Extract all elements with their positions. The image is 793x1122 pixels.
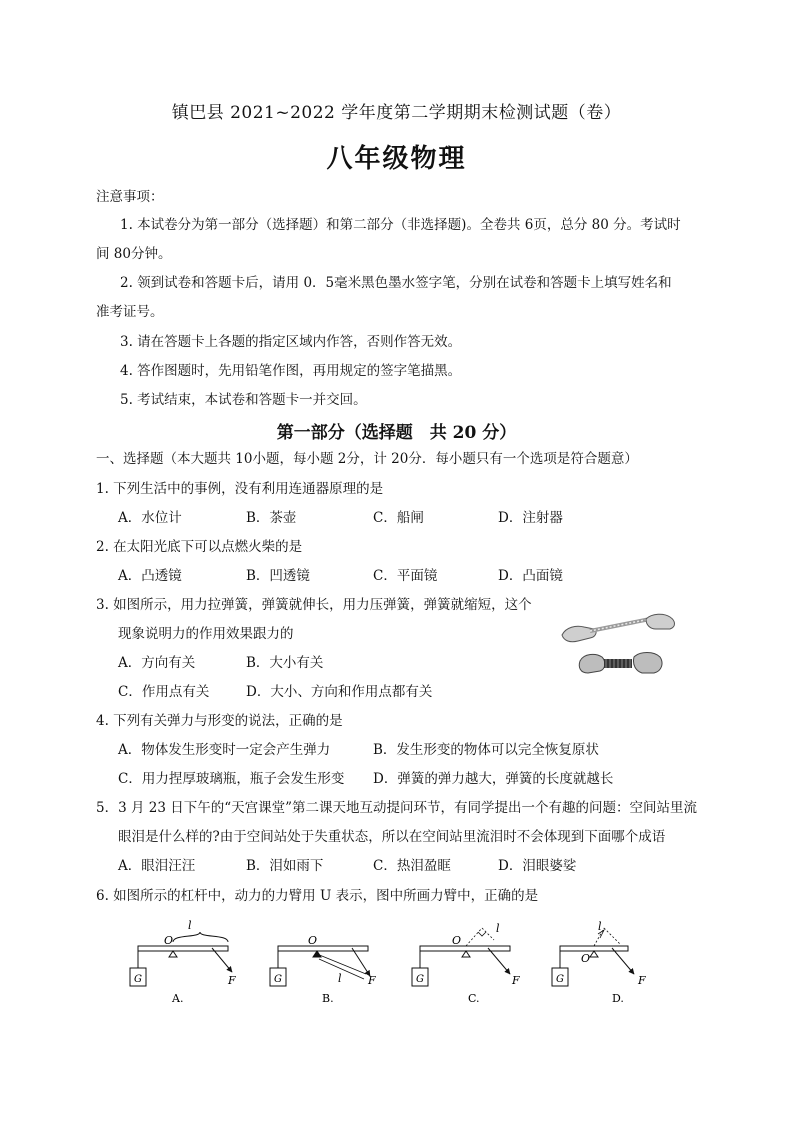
- q3-option-d: D．大小、方向和作用点都有关: [246, 684, 433, 700]
- force-f-label: F: [638, 974, 646, 987]
- option-caption-a: A.: [172, 992, 184, 1005]
- notice-item: 4. 答作图题时，先用铅笔作图，再用规定的签字笔描黑。: [120, 363, 462, 379]
- lever-arm-l-label: l: [188, 920, 192, 932]
- stretched-spring-illustration: [562, 614, 675, 642]
- q4-stem: 4. 下列有关弹力与形变的说法，正确的是: [96, 713, 343, 729]
- q5-option-c: C．热泪盈眶: [373, 858, 451, 874]
- notice-item: 2. 领到试卷和答题卡后，请用 0．5毫米黑色墨水签字笔，分别在试卷和答题卡上填写姓名和: [120, 275, 672, 291]
- notice-label: 注意事项：: [96, 189, 164, 205]
- compressed-spring-illustration: [579, 653, 662, 674]
- lever-diagram-b: [270, 934, 376, 1005]
- q6-lever-diagrams: [120, 920, 680, 1010]
- q2-stem: 2. 在太阳光底下可以点燃火柴的是: [96, 539, 303, 555]
- q1-stem: 1. 下列生活中的事例，没有利用连通器原理的是: [96, 481, 384, 497]
- force-f-label: F: [228, 974, 236, 987]
- q5-option-d: D．泪眼婆娑: [498, 858, 577, 874]
- q6-stem: 6. 如图所示的杠杆中，动力的力臂用 U 表示，图中所画力臂中，正确的是: [96, 888, 539, 904]
- fulcrum-o-label: O: [452, 934, 462, 947]
- weight-g-label: G: [274, 974, 282, 985]
- notice-item: 间 80分钟。: [96, 246, 172, 262]
- lever-arm-l-label: l: [338, 972, 342, 985]
- q5-option-a: A．眼泪汪汪: [118, 858, 196, 874]
- q3-spring-figure: [560, 605, 680, 683]
- q3-option-c: C．作用点有关: [118, 684, 210, 700]
- q1-option-d: D．注射器: [498, 510, 563, 526]
- option-caption-c: C.: [468, 992, 480, 1005]
- weight-g-label: G: [556, 974, 564, 985]
- fulcrum-o-label: O: [164, 934, 174, 947]
- q3-option-a: A．方向有关: [118, 655, 196, 671]
- q4-option-a: A．物体发生形变时一定会产生弹力: [118, 742, 331, 758]
- lever-arm-l-label: l: [598, 920, 602, 933]
- option-caption-b: B.: [322, 992, 334, 1005]
- q3-option-b: B．大小有关: [246, 655, 324, 671]
- q4-option-b: B．发生形变的物体可以完全恢复原状: [373, 742, 599, 758]
- fulcrum-o-label: O: [308, 934, 318, 947]
- q4-option-d: D．弹簧的弹力越大，弹簧的长度就越长: [373, 771, 614, 787]
- exam-title: 镇巴县 2021~2022 学年度第二学期期末检测试题（卷）: [171, 103, 622, 123]
- fulcrum-o-label: O: [581, 952, 591, 965]
- q3-stem: 3. 如图所示，用力拉弹簧，弹簧就伸长，用力压弹簧，弹簧就缩短，这个: [96, 597, 532, 613]
- lever-arm-l-label: l: [496, 922, 500, 935]
- force-f-label: F: [512, 974, 520, 987]
- weight-g-label: G: [134, 974, 142, 985]
- q1-option-a: A．水位计: [118, 510, 182, 526]
- section-instructions: 一、选择题（本大题共 10小题，每小题 2分，计 20分．每小题只有一个选项是符合题意）: [96, 451, 638, 467]
- part1-heading: 第一部分（选择题 共 20 分）: [276, 423, 517, 443]
- notice-item: 准考证号。: [96, 304, 164, 320]
- q2-option-c: C．平面镜: [373, 568, 438, 584]
- q5-stem: 5．3 月 23 日下午的“天宫课堂”第二课天地互动提问环节，有同学提出一个有趣的问题：空间站里流: [96, 800, 698, 816]
- exam-subject: 八年级物理: [326, 144, 467, 174]
- q2-option-a: A．凸透镜: [118, 568, 182, 584]
- lever-diagram-d: [552, 920, 646, 1005]
- weight-g-label: G: [416, 974, 424, 985]
- q2-option-b: B．凹透镜: [246, 568, 310, 584]
- notice-item: 3. 请在答题卡上各题的指定区域内作答，否则作答无效。: [120, 334, 462, 350]
- notice-item: 5. 考试结束，本试卷和答题卡一并交回。: [120, 392, 367, 408]
- q5-option-b: B．泪如雨下: [246, 858, 324, 874]
- q5-stem-cont: 眼泪是什么样的?由于空间站处于失重状态，所以在空间站里流泪时不会体现到下面哪个成语: [118, 829, 666, 845]
- lever-diagram-a: [130, 920, 236, 1005]
- q1-option-c: C．船闸: [373, 510, 424, 526]
- option-caption-d: D.: [612, 992, 624, 1005]
- force-f-label: F: [368, 974, 376, 987]
- q2-option-d: D．凸面镜: [498, 568, 563, 584]
- q4-option-c: C．用力捏厚玻璃瓶，瓶子会发生形变: [118, 771, 345, 787]
- notice-item: 1. 本试卷分为第一部分（选择题）和第二部分（非选择题)。全卷共 6页，总分 80 分。考试时: [120, 217, 681, 233]
- lever-diagram-c: [412, 922, 520, 1005]
- q1-option-b: B．茶壶: [246, 510, 297, 526]
- q3-stem-cont: 现象说明力的作用效果跟力的: [118, 626, 294, 642]
